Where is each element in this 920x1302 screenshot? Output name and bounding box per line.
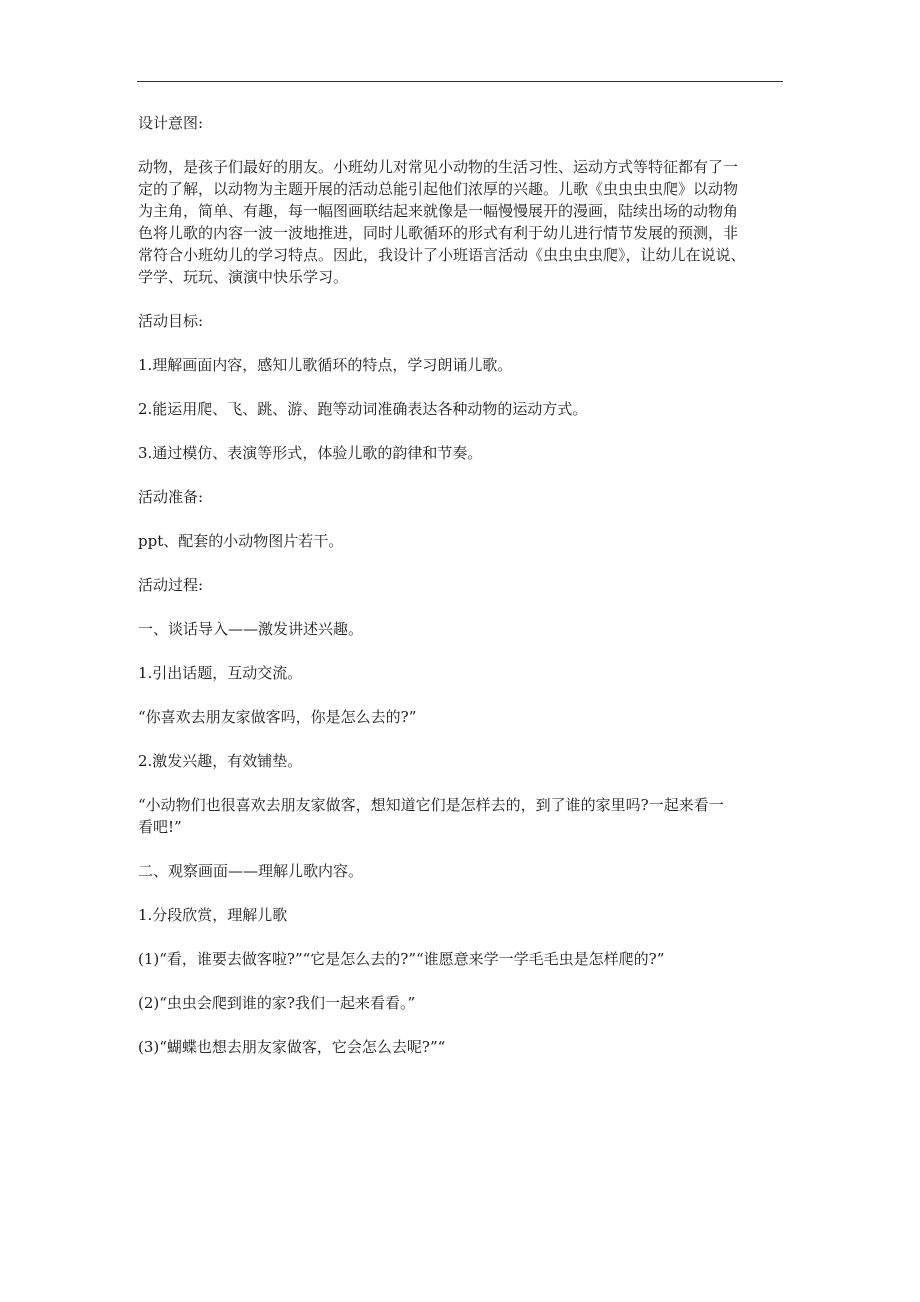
paragraph-line: (1)“看，谁要去做客啦?”“它是怎么去的?”“谁愿意来学一学毛毛虫是怎样爬的?” [138,950,665,968]
paragraph [138,618,786,640]
paragraph [138,530,786,552]
paragraph [138,860,786,882]
paragraph [138,662,786,684]
paragraph-line: 为主角，简单、有趣，每一幅图画联结起来就像是一幅慢慢展开的漫画，陆续出场的动物角 [138,202,739,220]
paragraph [138,112,786,134]
paragraph [138,310,786,332]
paragraph-line: 3.通过模仿、表演等形式，体验儿歌的韵律和节奏。 [138,444,483,462]
document-body [138,112,786,1058]
paragraph-line: (2)“虫虫会爬到谁的家?我们一起来看看。” [138,994,416,1012]
paragraph-line: “你喜欢去朋友家做客吗，你是怎么去的?” [138,708,417,726]
paragraph-line: 看吧!” [138,818,182,836]
paragraph-line: 动物，是孩子们最好的朋友。小班幼儿对常见小动物的生活习性、运动方式等特征都有了一 [138,158,739,176]
paragraph-line: 常符合小班幼儿的学习特点。因此，我设计了小班语言活动《虫虫虫虫爬》，让幼儿在说说、 [138,246,746,264]
paragraph-line: 2.能运用爬、飞、跳、游、跑等动词准确表达各种动物的运动方式。 [138,400,588,418]
paragraph [138,486,786,508]
paragraph-line: 设计意图: [138,114,204,132]
paragraph [138,354,786,376]
paragraph-line: ppt、配套的小动物图片若干。 [138,532,344,550]
paragraph-line: 学学、玩玩、演演中快乐学习。 [138,268,349,286]
paragraph [138,442,786,464]
paragraph-line: 色将儿歌的内容一波一波地推进，同时儿歌循环的形式有利于幼儿进行情节发展的预测，非 [138,224,739,242]
paragraph-line: 2.激发兴趣，有效铺垫。 [138,752,303,770]
paragraph-line: 活动目标: [138,312,204,330]
paragraph-line: (3)“蝴蝶也想去朋友家做客，它会怎么去呢?”“ [138,1038,446,1056]
paragraph [138,948,786,970]
paragraph [138,398,786,420]
paragraph [138,156,786,288]
paragraph-line: 1.分段欣赏，理解儿歌 [138,906,288,924]
paragraph-line: 二、观察画面——理解儿歌内容。 [138,862,364,880]
paragraph [138,750,786,772]
paragraph [138,904,786,926]
paragraph [138,706,786,728]
paragraph [138,1036,786,1058]
header-rule [137,81,783,82]
paragraph [138,794,786,838]
paragraph-line: “小动物们也很喜欢去朋友家做客，想知道它们是怎样去的，到了谁的家里吗?一起来看一 [138,796,724,814]
paragraph-line: 定的了解，以动物为主题开展的活动总能引起他们浓厚的兴趣。儿歌《虫虫虫虫爬》以动物 [138,180,739,198]
paragraph [138,574,786,596]
paragraph-line: 活动过程: [138,576,204,594]
paragraph-line: 1.理解画面内容，感知儿歌循环的特点，学习朗诵儿歌。 [138,356,513,374]
paragraph-line: 活动准备: [138,488,204,506]
paragraph-line: 1.引出话题，互动交流。 [138,664,303,682]
paragraph [138,992,786,1014]
paragraph-line: 一、谈话导入——激发讲述兴趣。 [138,620,364,638]
